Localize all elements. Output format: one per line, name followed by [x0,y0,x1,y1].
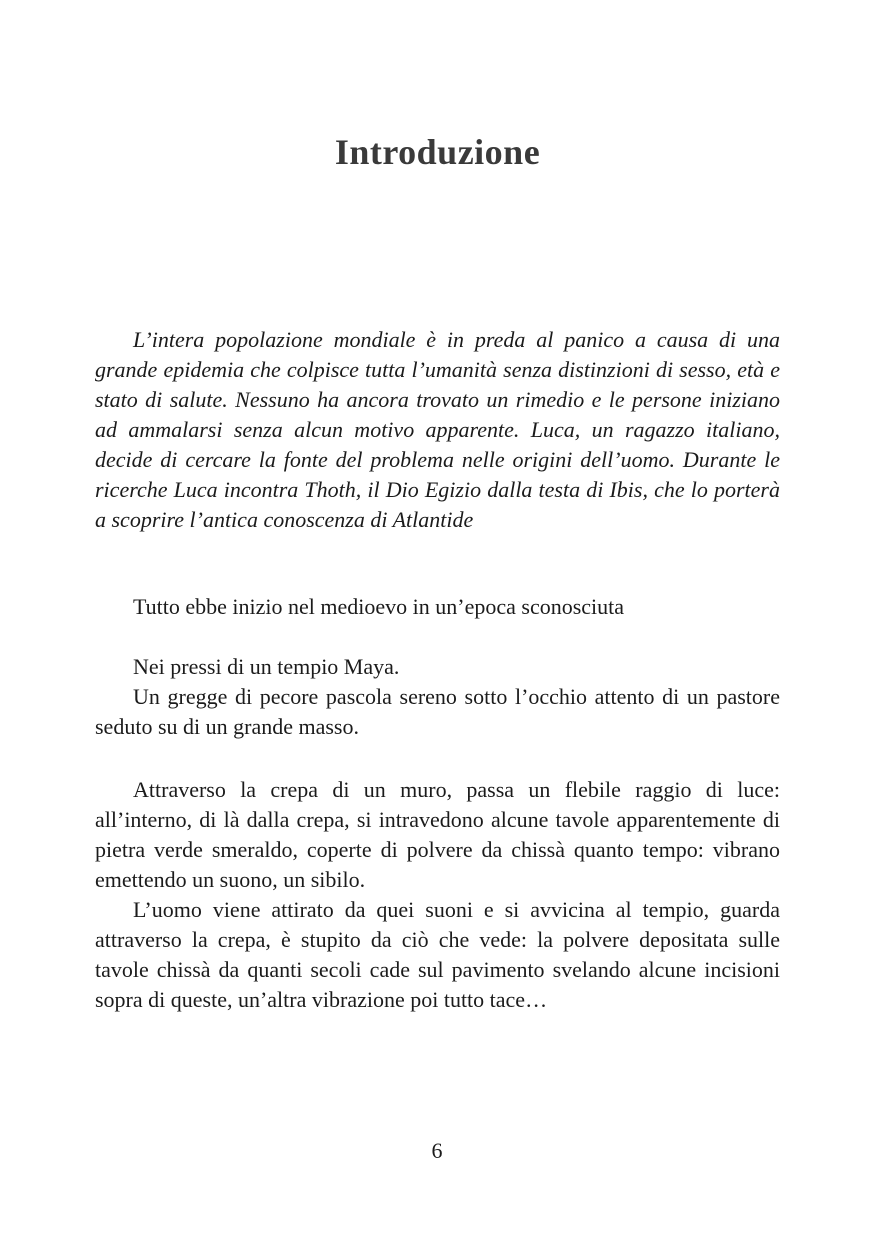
body-paragraph: Tutto ebbe inizio nel medioevo in un’epoca sconosciuta [133,594,625,619]
page-number: 6 [431,1138,443,1163]
body-text [95,325,780,1015]
chapter-title: Introduzione [334,132,541,172]
body-paragraph: Un gregge di pecore pascola sereno sotto l’occhio attento di un pastore seduto su di un grande masso. [95,684,780,739]
body-paragraph: L’uomo viene attirato da quei suoni e si avvicina al tempio, guarda attraverso la crepa, è stupito da ciò che vede: la polvere depositata sulle tavole chissà da quanti secoli cade sul pavimento svelando alcune incisioni sopra di queste, un’altra vibrazione poi tutto tace… [95,897,780,1012]
synopsis-paragraph: L’intera popolazione mondiale è in preda al panico a causa di una grande epidemia che colpisce tutta l’umanità senza distinzioni di sesso, età e stato di salute. Nessuno ha ancora trovato un rimedio e le persone iniziano ad ammalarsi senza alcun motivo apparente. Luca, un ragazzo italiano, decide di cercare la fonte del problema nelle origini dell’uomo. Durante le ricerche Luca incontra Thoth, il Dio Egizio dalla testa di Ibis, che lo porterà a scoprire l’antica conoscenza di Atlantide [95,327,780,532]
body-paragraph: Nei pressi di un tempio Maya. [133,654,400,679]
body-paragraph: Attraverso la crepa di un muro, passa un flebile raggio di luce: all’interno, di là dalla crepa, si intravedono alcune tavole apparentemente di pietra verde smeraldo, coperte di polvere da chissà quanto tempo: vibrano emettendo un suono, un sibilo. [95,777,780,892]
